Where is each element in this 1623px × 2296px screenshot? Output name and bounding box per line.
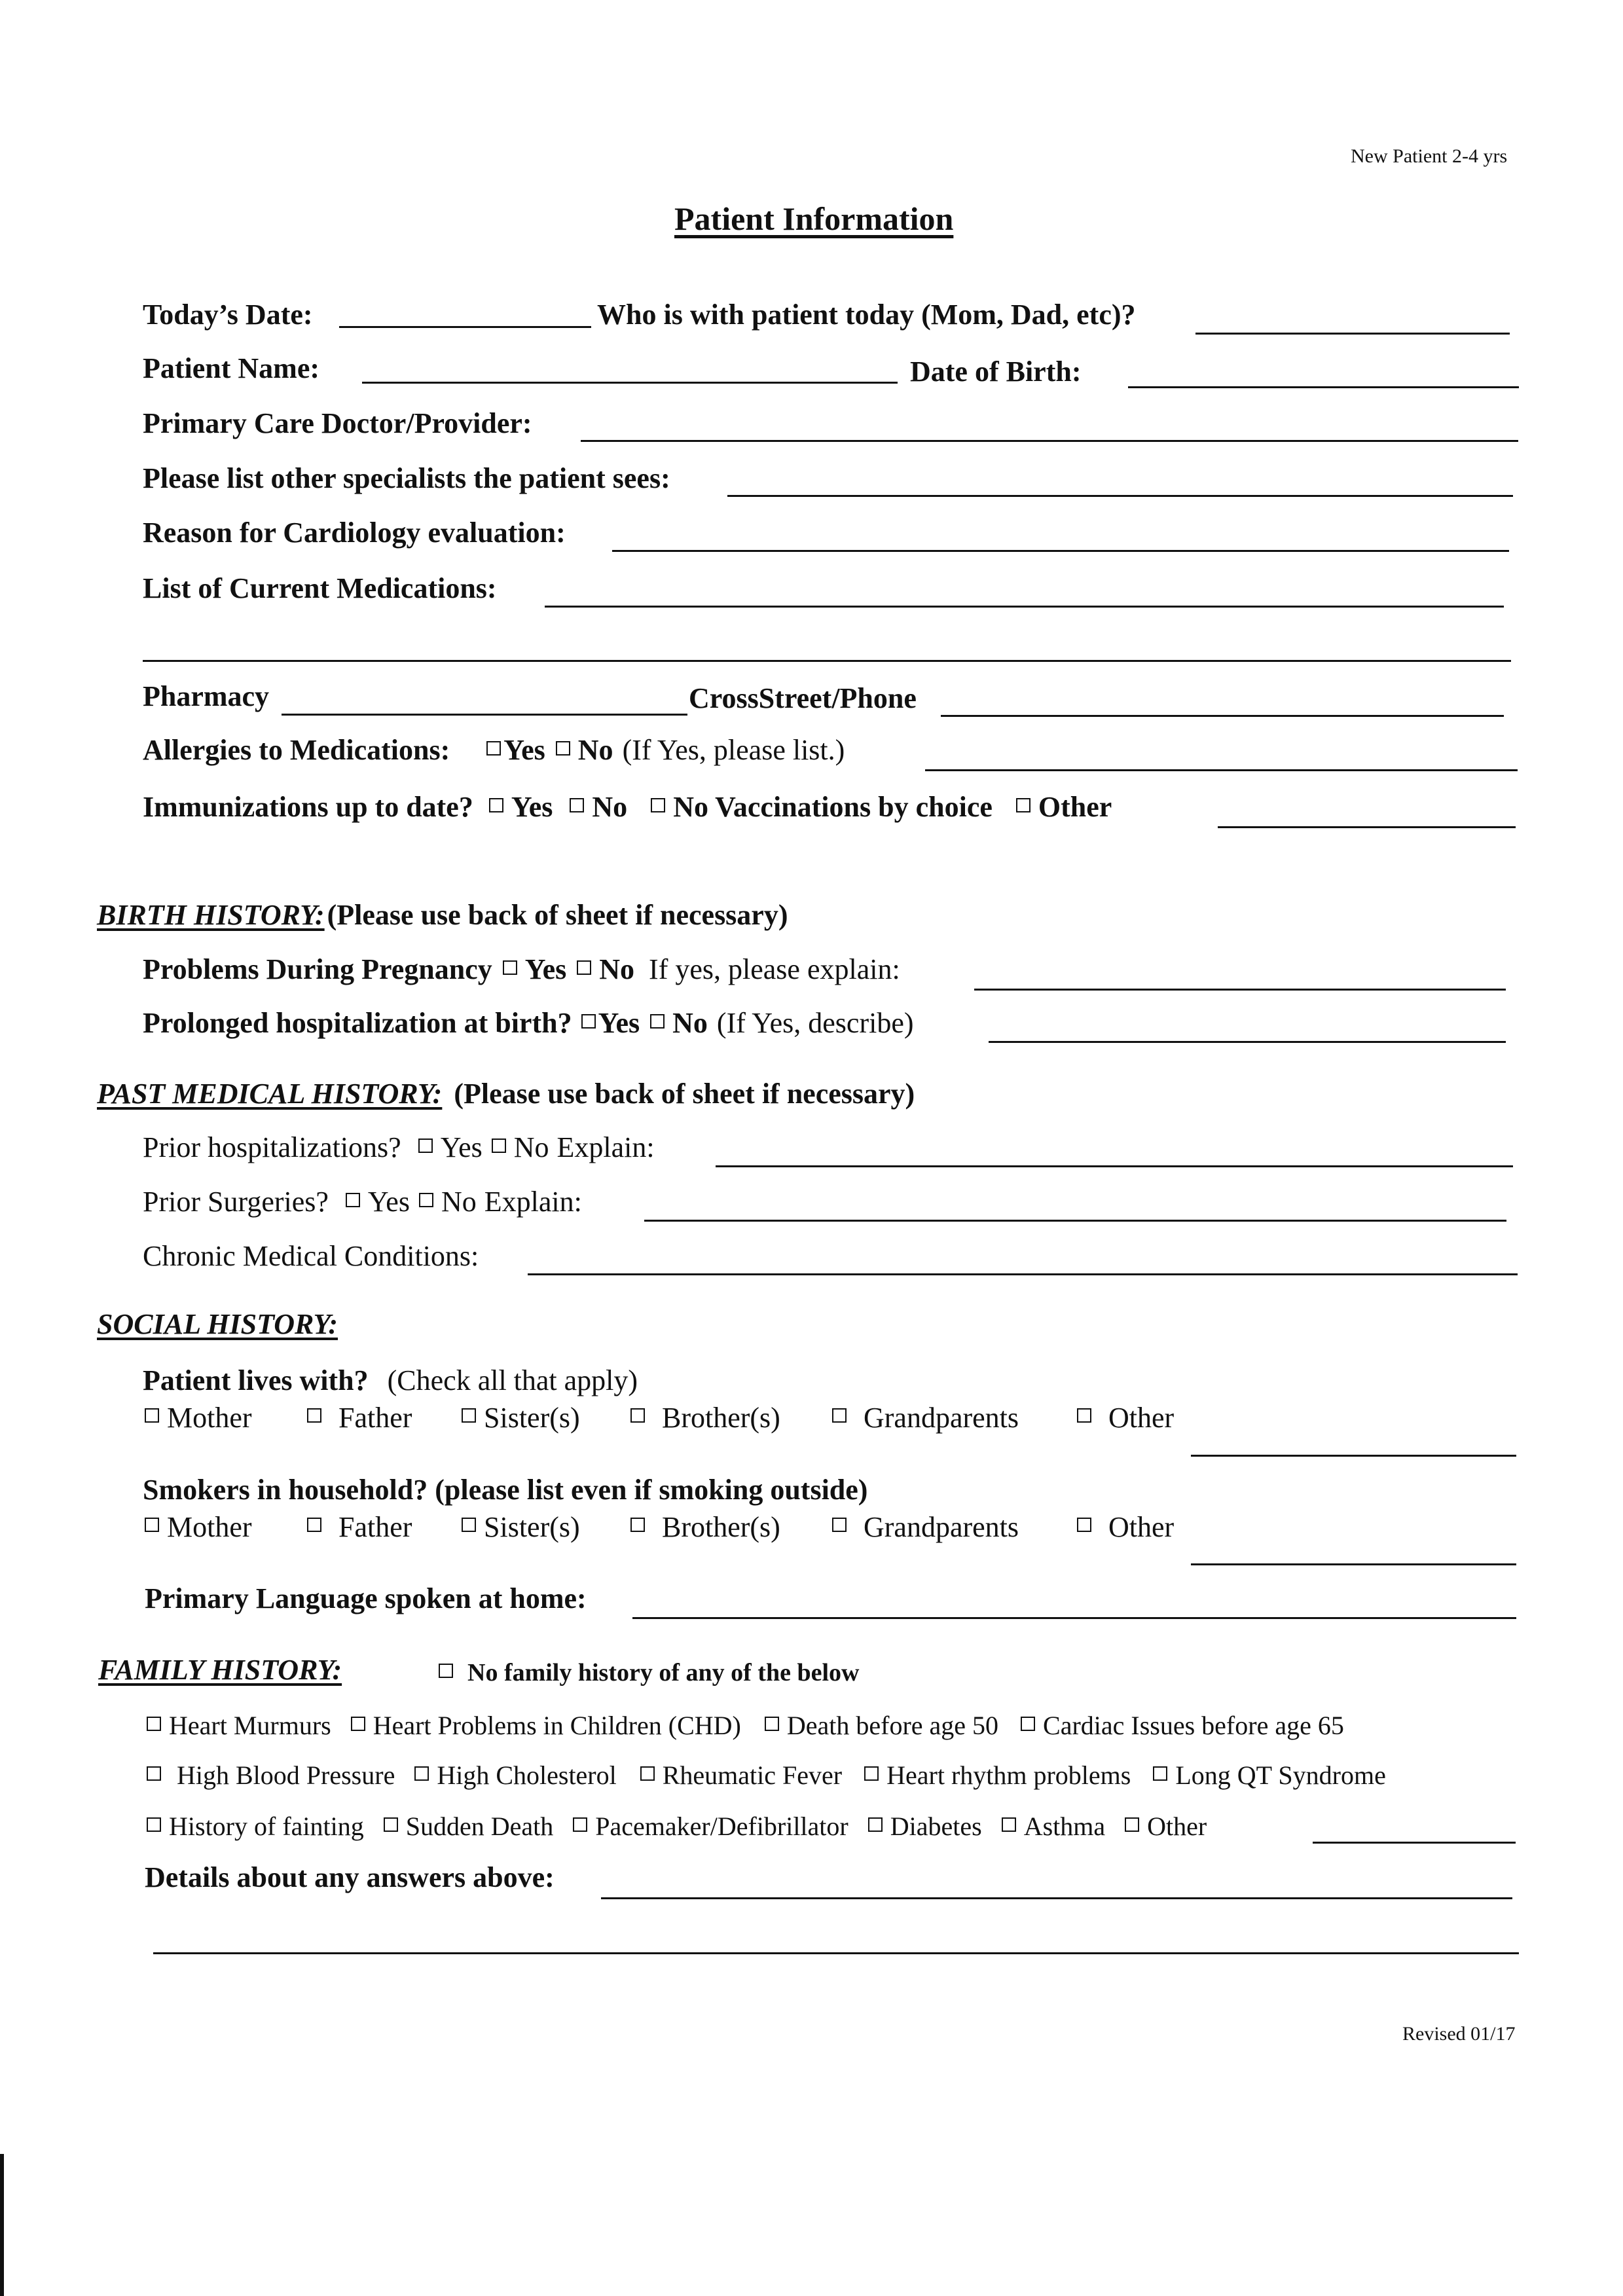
- checkbox-icon: [418, 1139, 433, 1153]
- prior-hospitalizations-label: Prior hospitalizations?: [143, 1131, 401, 1163]
- prior-surg-explain-field[interactable]: [644, 1220, 1506, 1222]
- language-label: Primary Language spoken at home:: [145, 1582, 587, 1614]
- prior-surg-no-checkbox[interactable]: No: [419, 1185, 477, 1218]
- pcp-field[interactable]: [581, 440, 1518, 442]
- lives-father-checkbox[interactable]: Father: [307, 1401, 412, 1434]
- allergies-row: [143, 733, 845, 767]
- smokers-grandparents-checkbox[interactable]: Grandparents: [832, 1510, 1019, 1544]
- checkbox-icon: [570, 798, 584, 812]
- family-row-2: [147, 1760, 1386, 1791]
- fh-other-checkbox[interactable]: Other: [1125, 1811, 1207, 1842]
- allergies-no-checkbox[interactable]: No: [556, 733, 613, 767]
- prior-surg-explain-label: Explain:: [484, 1186, 582, 1218]
- prior-hosp-no-checkbox[interactable]: No: [492, 1131, 549, 1164]
- pregnancy-explain-label: If yes, please explain:: [649, 953, 900, 985]
- lives-with-label: Patient lives with?: [143, 1364, 369, 1396]
- medications-label: List of Current Medications:: [143, 572, 497, 604]
- fh-death-50-checkbox[interactable]: Death before age 50: [765, 1710, 998, 1741]
- specialists-field[interactable]: [727, 495, 1513, 497]
- checkbox-icon: [573, 1817, 587, 1832]
- form-id: New Patient 2-4 yrs: [1351, 145, 1508, 167]
- checkbox-icon: [489, 798, 503, 812]
- lives-mother-checkbox[interactable]: Mother: [145, 1401, 252, 1434]
- checkbox-icon: [577, 960, 591, 975]
- fh-heart-murmurs-checkbox[interactable]: Heart Murmurs: [147, 1710, 331, 1741]
- hospitalization-describe-label: (If Yes, describe): [716, 1007, 914, 1039]
- checkbox-icon: [630, 1518, 645, 1532]
- social-history-heading: SOCIAL HISTORY:: [97, 1308, 338, 1340]
- lives-with-row: [143, 1364, 638, 1397]
- prior-hospitalizations-row: [143, 1131, 655, 1164]
- medications-field-2[interactable]: [143, 660, 1511, 662]
- lives-other-checkbox[interactable]: Other: [1077, 1401, 1174, 1434]
- pharmacy-field[interactable]: [282, 714, 687, 716]
- revised-date: Revised 01/17: [1402, 2023, 1516, 2045]
- smokers-mother-checkbox[interactable]: Mother: [145, 1510, 252, 1544]
- language-field[interactable]: [632, 1617, 1516, 1619]
- allergies-field[interactable]: [925, 769, 1518, 771]
- prior-hosp-yes-checkbox[interactable]: Yes: [418, 1131, 483, 1164]
- lives-brothers-checkbox[interactable]: Brother(s): [630, 1401, 780, 1434]
- checkbox-icon: [419, 1193, 433, 1207]
- cross-street-label: CrossStreet/Phone: [689, 682, 917, 714]
- pregnancy-label: Problems During Pregnancy: [143, 953, 492, 985]
- fh-rheumatic-fever-checkbox[interactable]: Rheumatic Fever: [640, 1760, 842, 1791]
- checkbox-icon: [1077, 1408, 1091, 1423]
- smokers-other-field[interactable]: [1191, 1563, 1516, 1565]
- checkbox-icon: [1125, 1817, 1139, 1832]
- pregnancy-row: [143, 953, 900, 986]
- checkbox-icon: [1153, 1766, 1167, 1781]
- birth-history-note: (Please use back of sheet if necessary): [327, 899, 788, 931]
- checkbox-icon: [307, 1408, 321, 1423]
- fh-diabetes-checkbox[interactable]: Diabetes: [868, 1811, 982, 1842]
- medications-field[interactable]: [545, 606, 1504, 608]
- smokers-other-checkbox[interactable]: Other: [1077, 1510, 1174, 1544]
- immunizations-label: Immunizations up to date?: [143, 791, 473, 823]
- hospitalization-row: [143, 1006, 914, 1040]
- reason-field[interactable]: [612, 550, 1509, 552]
- imm-other-field[interactable]: [1218, 826, 1516, 828]
- who-with-label: Who is with patient today (Mom, Dad, etc)?: [597, 299, 1136, 331]
- allergies-yes-checkbox[interactable]: Yes: [486, 733, 545, 767]
- cross-street-field[interactable]: [941, 715, 1504, 717]
- checkbox-icon: [630, 1408, 645, 1423]
- check-all-note: (Check all that apply): [387, 1364, 638, 1396]
- who-with-field[interactable]: [1195, 333, 1510, 335]
- past-medical-heading: PAST MEDICAL HISTORY:: [97, 1078, 443, 1110]
- details-field[interactable]: [601, 1897, 1512, 1899]
- lives-sisters-checkbox[interactable]: Sister(s): [462, 1401, 580, 1434]
- specialists-label: Please list other specialists the patient sees:: [143, 462, 670, 494]
- reason-label: Reason for Cardiology evaluation:: [143, 517, 566, 549]
- checkbox-icon: [650, 1014, 665, 1029]
- lives-other-field[interactable]: [1191, 1455, 1516, 1457]
- hospitalization-yes-checkbox[interactable]: Yes: [581, 1006, 640, 1040]
- pcp-label: Primary Care Doctor/Provider:: [143, 407, 532, 439]
- checkbox-icon: [439, 1664, 453, 1678]
- checkbox-icon: [765, 1717, 779, 1731]
- checkbox-icon: [832, 1518, 847, 1532]
- checkbox-icon: [832, 1408, 847, 1423]
- checkbox-icon: [462, 1518, 476, 1532]
- fh-other-field[interactable]: [1313, 1842, 1516, 1844]
- chronic-label: Chronic Medical Conditions:: [143, 1240, 479, 1272]
- lives-grandparents-checkbox[interactable]: Grandparents: [832, 1401, 1019, 1434]
- pregnancy-no-checkbox[interactable]: No: [577, 953, 634, 986]
- chronic-field[interactable]: [528, 1273, 1518, 1275]
- pregnancy-yes-checkbox[interactable]: Yes: [503, 953, 567, 986]
- family-row-1: [147, 1710, 1344, 1741]
- checkbox-icon: [145, 1408, 159, 1423]
- birth-history-heading-row: [97, 898, 788, 932]
- checkbox-icon: [581, 1014, 596, 1029]
- immunizations-row: [143, 790, 1112, 824]
- hospitalization-no-checkbox[interactable]: No: [650, 1006, 708, 1040]
- hospitalization-label: Prolonged hospitalization at birth?: [143, 1007, 572, 1039]
- checkbox-icon: [147, 1817, 161, 1832]
- checkbox-icon: [1021, 1717, 1035, 1731]
- checkbox-icon: [462, 1408, 476, 1423]
- fh-high-cholesterol-checkbox[interactable]: High Cholesterol: [414, 1760, 616, 1791]
- checkbox-icon: [1077, 1518, 1091, 1532]
- imm-other-checkbox[interactable]: Other: [1016, 790, 1112, 824]
- family-row-3: [147, 1811, 1207, 1842]
- checkbox-icon: [346, 1193, 360, 1207]
- prior-surgeries-row: [143, 1185, 582, 1218]
- checkbox-icon: [147, 1717, 161, 1731]
- checkbox-icon: [351, 1717, 365, 1731]
- smokers-brothers-checkbox[interactable]: Brother(s): [630, 1510, 780, 1544]
- fh-pacemaker-checkbox[interactable]: Pacemaker/Defibrillator: [573, 1811, 848, 1842]
- smokers-father-checkbox[interactable]: Father: [307, 1510, 412, 1544]
- checkbox-icon: [307, 1518, 321, 1532]
- checkbox-icon: [147, 1766, 161, 1781]
- checkbox-icon: [384, 1817, 398, 1832]
- past-medical-note: (Please use back of sheet if necessary): [454, 1078, 915, 1110]
- family-history-heading: FAMILY HISTORY:: [98, 1654, 342, 1686]
- fh-high-bp-checkbox[interactable]: High Blood Pressure: [147, 1760, 395, 1791]
- patient-name-label: Patient Name:: [143, 352, 320, 384]
- todays-date-label: Today’s Date:: [143, 299, 313, 331]
- checkbox-icon: [486, 741, 501, 756]
- fh-cardiac-65-checkbox[interactable]: Cardiac Issues before age 65: [1021, 1710, 1344, 1741]
- prior-surg-yes-checkbox[interactable]: Yes: [346, 1185, 410, 1218]
- fh-asthma-checkbox[interactable]: Asthma: [1002, 1811, 1105, 1842]
- checkbox-icon: [492, 1139, 506, 1153]
- page-title: Patient Information: [674, 200, 954, 237]
- imm-yes-checkbox[interactable]: Yes: [489, 790, 553, 824]
- pregnancy-explain-field[interactable]: [974, 989, 1506, 991]
- fh-long-qt-checkbox[interactable]: Long QT Syndrome: [1153, 1760, 1385, 1791]
- prior-hosp-explain-field[interactable]: [716, 1165, 1513, 1167]
- checkbox-icon: [414, 1766, 429, 1781]
- details-field-2[interactable]: [153, 1952, 1519, 1954]
- checkbox-icon: [651, 798, 665, 812]
- checkbox-icon: [145, 1518, 159, 1532]
- birth-history-heading: BIRTH HISTORY:: [97, 899, 325, 931]
- dob-label: Date of Birth:: [910, 355, 1082, 388]
- imm-no-checkbox[interactable]: No: [570, 790, 627, 824]
- hospitalization-describe-field[interactable]: [989, 1041, 1506, 1043]
- prior-surgeries-label: Prior Surgeries?: [143, 1186, 329, 1218]
- checkbox-icon: [556, 741, 570, 756]
- checkbox-icon: [864, 1766, 879, 1781]
- imm-novacc-checkbox[interactable]: No Vaccinations by choice: [651, 790, 993, 824]
- patient-name-field[interactable]: [362, 382, 898, 384]
- todays-date-field[interactable]: [339, 326, 591, 328]
- scan-edge-mark: [0, 2154, 4, 2296]
- smokers-label: Smokers in household? (please list even if smoking outside): [143, 1474, 868, 1506]
- checkbox-icon: [1016, 798, 1030, 812]
- allergies-label: Allergies to Medications:: [143, 734, 450, 766]
- prior-hosp-explain-label: Explain:: [556, 1131, 655, 1163]
- checkbox-icon: [503, 960, 517, 975]
- fh-chd-checkbox[interactable]: Heart Problems in Children (CHD): [351, 1710, 741, 1741]
- fh-rhythm-checkbox[interactable]: Heart rhythm problems: [864, 1760, 1131, 1791]
- checkbox-icon: [868, 1817, 883, 1832]
- fh-fainting-checkbox[interactable]: History of fainting: [147, 1811, 364, 1842]
- family-none-checkbox[interactable]: No family history of any of the below: [439, 1658, 859, 1687]
- past-medical-heading-row: [97, 1077, 915, 1110]
- details-label: Details about any answers above:: [145, 1861, 555, 1893]
- allergies-note: (If Yes, please list.): [622, 734, 845, 766]
- fh-sudden-death-checkbox[interactable]: Sudden Death: [384, 1811, 554, 1842]
- checkbox-icon: [640, 1766, 655, 1781]
- dob-field[interactable]: [1128, 386, 1519, 388]
- pharmacy-label: Pharmacy: [143, 680, 270, 712]
- checkbox-icon: [1002, 1817, 1016, 1832]
- smokers-sisters-checkbox[interactable]: Sister(s): [462, 1510, 580, 1544]
